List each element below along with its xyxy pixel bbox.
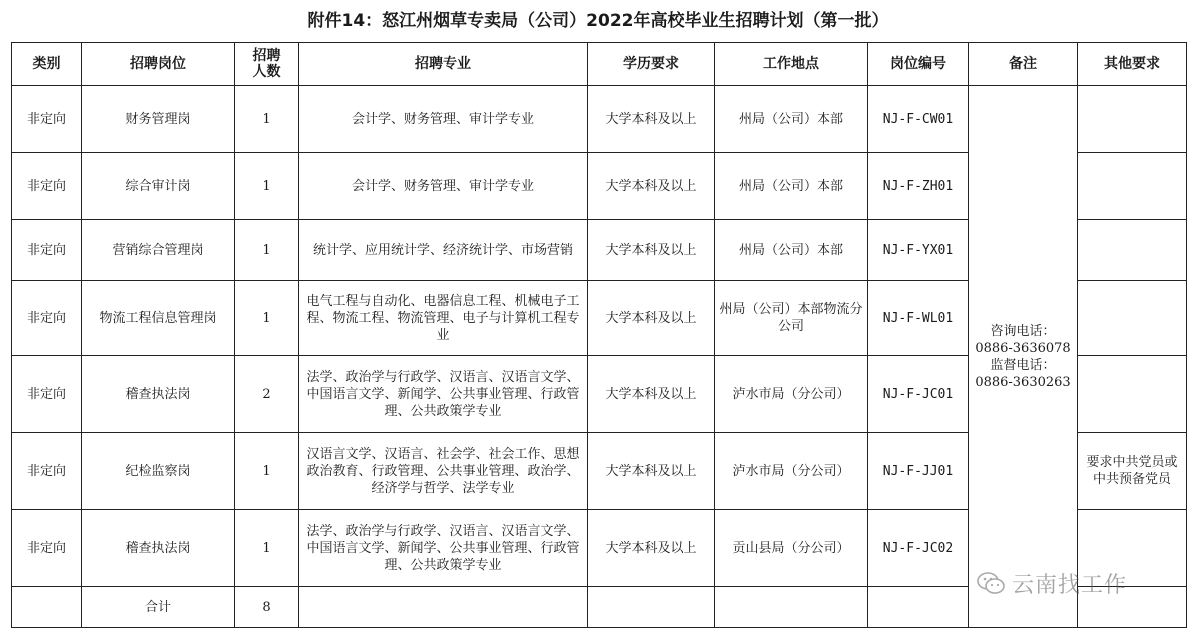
cell-education: 大学本科及以上 bbox=[588, 220, 715, 281]
cell-location: 州局（公司）本部物流分公司 bbox=[715, 281, 868, 356]
cell-count: 1 bbox=[235, 433, 299, 510]
total-empty-cell bbox=[299, 587, 588, 628]
cell-location: 州局（公司）本部 bbox=[715, 220, 868, 281]
cell-major: 统计学、应用统计学、经济统计学、市场营销 bbox=[299, 220, 588, 281]
cell-major: 法学、政治学与行政学、汉语言、汉语言文学、中国语言文学、新闻学、公共事业管理、行政管理、公共政策学专业 bbox=[299, 510, 588, 587]
cell-location: 州局（公司）本部 bbox=[715, 86, 868, 153]
total-count: 8 bbox=[235, 587, 299, 628]
cell-count: 1 bbox=[235, 153, 299, 220]
header-row bbox=[12, 43, 1187, 86]
header-note: 备注 bbox=[969, 43, 1078, 86]
cell-location: 泸水市局（分公司） bbox=[715, 433, 868, 510]
cell-code: NJ-F-WL01 bbox=[868, 281, 969, 356]
cell-code: NJ-F-ZH01 bbox=[868, 153, 969, 220]
total-empty-cell bbox=[12, 587, 82, 628]
cell-location: 泸水市局（分公司） bbox=[715, 356, 868, 433]
cell-other bbox=[1078, 86, 1187, 153]
cell-position: 稽查执法岗 bbox=[82, 356, 235, 433]
cell-code: NJ-F-YX01 bbox=[868, 220, 969, 281]
cell-count: 1 bbox=[235, 281, 299, 356]
cell-position: 稽查执法岗 bbox=[82, 510, 235, 587]
total-empty-cell bbox=[715, 587, 868, 628]
cell-category: 非定向 bbox=[12, 356, 82, 433]
header-count-line2: 人数 bbox=[252, 64, 281, 80]
cell-other bbox=[1078, 220, 1187, 281]
cell-major: 电气工程与自动化、电器信息工程、机械电子工程、物流工程、物流管理、电子与计算机工程专业 bbox=[299, 281, 588, 356]
cell-major: 汉语言文学、汉语言、社会学、社会工作、思想政治教育、行政管理、公共事业管理、政治学、经济学与哲学、法学专业 bbox=[299, 433, 588, 510]
cell-major: 法学、政治学与行政学、汉语言、汉语言文学、中国语言文学、新闻学、公共事业管理、行政管理、公共政策学专业 bbox=[299, 356, 588, 433]
cell-major: 会计学、财务管理、审计学专业 bbox=[299, 86, 588, 153]
cell-location: 贡山县局（分公司） bbox=[715, 510, 868, 587]
cell-other: 要求中共党员或中共预备党员 bbox=[1078, 433, 1187, 510]
cell-code: NJ-F-JC02 bbox=[868, 510, 969, 587]
header-code: 岗位编号 bbox=[868, 43, 969, 86]
cell-code: NJ-F-CW01 bbox=[868, 86, 969, 153]
cell-count: 2 bbox=[235, 356, 299, 433]
watermark bbox=[976, 566, 1127, 600]
header-other: 其他要求 bbox=[1078, 43, 1187, 86]
cell-position: 财务管理岗 bbox=[82, 86, 235, 153]
total-empty-cell bbox=[588, 587, 715, 628]
cell-education: 大学本科及以上 bbox=[588, 86, 715, 153]
header-location: 工作地点 bbox=[715, 43, 868, 86]
cell-count: 1 bbox=[235, 510, 299, 587]
cell-category: 非定向 bbox=[12, 153, 82, 220]
cell-position: 综合审计岗 bbox=[82, 153, 235, 220]
cell-note: 咨询电话： 0886-3636078 监督电话： 0886-3630263 bbox=[969, 86, 1078, 628]
cell-position: 纪检监察岗 bbox=[82, 433, 235, 510]
cell-other bbox=[1078, 281, 1187, 356]
cell-education: 大学本科及以上 bbox=[588, 153, 715, 220]
cell-position: 营销综合管理岗 bbox=[82, 220, 235, 281]
cell-code: NJ-F-JJ01 bbox=[868, 433, 969, 510]
header-education: 学历要求 bbox=[588, 43, 715, 86]
cell-education: 大学本科及以上 bbox=[588, 356, 715, 433]
wechat-icon bbox=[976, 570, 1006, 596]
cell-count: 1 bbox=[235, 220, 299, 281]
cell-education: 大学本科及以上 bbox=[588, 281, 715, 356]
table-row bbox=[12, 86, 1187, 153]
cell-code: NJ-F-JC01 bbox=[868, 356, 969, 433]
header-category: 类别 bbox=[12, 43, 82, 86]
cell-category: 非定向 bbox=[12, 220, 82, 281]
cell-category: 非定向 bbox=[12, 433, 82, 510]
cell-other bbox=[1078, 153, 1187, 220]
page-title: 附件14：怒江州烟草专卖局（公司）2022年高校毕业生招聘计划（第一批） bbox=[307, 11, 889, 31]
cell-major: 会计学、财务管理、审计学专业 bbox=[299, 153, 588, 220]
header-major: 招聘专业 bbox=[299, 43, 588, 86]
cell-category: 非定向 bbox=[12, 86, 82, 153]
cell-other bbox=[1078, 356, 1187, 433]
cell-category: 非定向 bbox=[12, 281, 82, 356]
cell-position: 物流工程信息管理岗 bbox=[82, 281, 235, 356]
cell-education: 大学本科及以上 bbox=[588, 510, 715, 587]
total-empty-cell bbox=[868, 587, 969, 628]
header-count-line1: 招聘 bbox=[252, 48, 281, 64]
total-label: 合计 bbox=[82, 587, 235, 628]
cell-category: 非定向 bbox=[12, 510, 82, 587]
header-position: 招聘岗位 bbox=[82, 43, 235, 86]
cell-location: 州局（公司）本部 bbox=[715, 153, 868, 220]
cell-education: 大学本科及以上 bbox=[588, 433, 715, 510]
cell-count: 1 bbox=[235, 86, 299, 153]
header-count bbox=[235, 43, 299, 86]
recruitment-table bbox=[11, 42, 1187, 628]
watermark-text: 云南找工作 bbox=[1012, 572, 1128, 598]
